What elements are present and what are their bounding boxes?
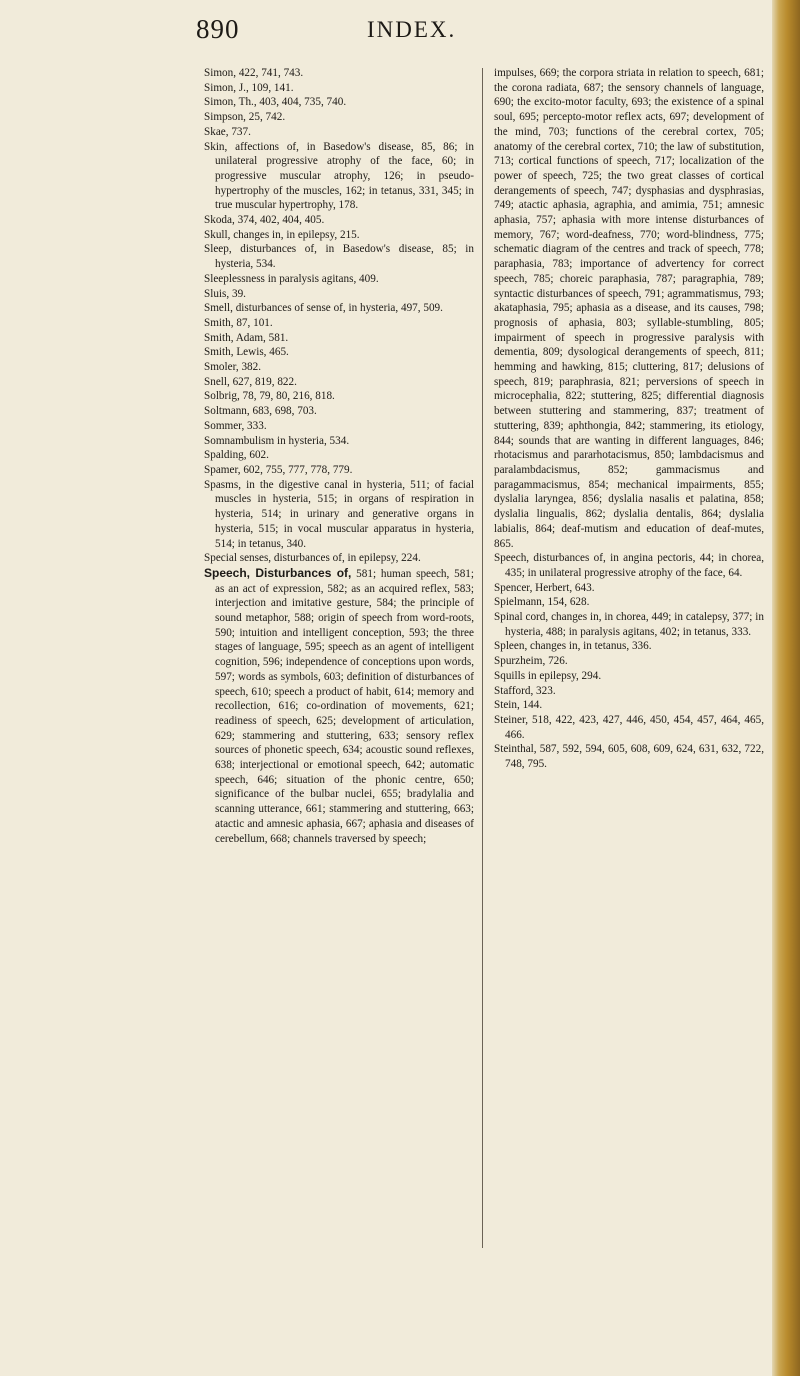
page-header: [0, 14, 772, 44]
index-entry: Smith, Adam, 581.: [204, 331, 289, 344]
index-entry: Skin, affections of, in Basedow's disease, 85, 86; in unilateral progressive atrophy of the face, 60; in progressive muscular atrophy, 126; in pseudo-hypertrophy of the muscles, 162; in tetanus, 331, 345; in true muscular hypertrophy, 178.: [204, 140, 474, 212]
index-entry-speech-disturbances: Speech, Disturbances of, 581; human speech, 581; as an act of expression, 582; as an acquired reflex, 583; interjection and imitative gesture, 584; the principle of sound metaphor, 588; origin of speech from word-roots, 590; intuition and intelligent conception, 593; the three stages of language, 595; speech as an agent of intelligent cognition, 596; independence of conceptions upon words, 597; words as symbols, 603; definition of disturbances of speech, 610; speech a product of habit, 614; memory and recollection, 616; co-ordination of movements, 621; readiness of speech, 625; development of articulation, 629; stammering and stuttering, 633; sensory reflex sources of phonetic speech, 634; acoustic sound reflexes, 638; interjectional or emotional speech, 642; automatic speech, 646; situation of the phonic centre, 650; significance of the bulbar nuclei, 655; bradylalia and scanning utterance, 661; stammering and stuttering, 663; atactic and amnesic aphasia, 667; aphasia and diseases of cerebellum, 668; channels traversed by speech;: [204, 565, 475, 845]
index-entry: Sommer, 333.: [204, 419, 267, 432]
index-entry: Special senses, disturbances of, in epilepsy, 224.: [204, 552, 421, 565]
index-column-left: [204, 66, 474, 846]
index-entry: Speech, disturbances of, in angina pectoris, 44; in chorea, 435; in unilateral progressive atrophy of the face, 64.: [494, 552, 764, 579]
index-entry: Simon, Th., 403, 404, 735, 740.: [204, 96, 347, 109]
index-entry: Spencer, Herbert, 643.: [494, 581, 595, 594]
running-head: INDEX.: [367, 17, 457, 42]
index-entry: Steinthal, 587, 592, 594, 605, 608, 609, 624, 631, 632, 722, 748, 795.: [494, 743, 764, 771]
index-entry: Spalding, 602.: [204, 449, 269, 462]
index-entry-continuation: impulses, 669; the corpora striata in relation to speech, 681; the corona radiata, 687; the sensory channels of language, 690; the excito-motor faculty, 693; the existence of a spinal soul, 695; percepto-motor reflex acts, 697; development of the mind, 703; functions of the cerebral cortex, 705; anatomy of the cerebral cortex, 710; the law of substitution, 713; cortical functions of speech, 717; localization of the power of speech, 725; the two great classes of cortical derangements of speech, 747; dysphasias and dysphrasias, 749; atactic aphasia, agraphia, and amimia, 751; amnesic aphasia, 757; aphasia with more intense disturbances of memory, 767; word-deafness, 770; word-blindness, 775; schematic diagram of the centres and track of speech, 778; paraphasia, 783; importance of advertency for correct speech, 785; choreic paraphasia, 787; paragraphia, 789; syntactic disturbances of speech, 791; agrammatismus, 793; akataphasia, 795; aphasia as a disease, and its causes, 798; prognosis of aphasia, 803; syllable-stumbling, 805; impairment of speech in progressive paralysis with dementia, 809; dysological derangements of speech, 811; hemming and hawking, 815; cluttering, 817; delusions of speech, 819; paraphrasia, 821; perversions of speech in microcephalia, 822; stuttering, 825; differential diagnosis between stuttering and stammering, 837; treatment of stuttering, 839; aphthongia, 842; stammering, its etiology, 844; sounds that are wanting in different languages, 846; rhotacismus and pararhotacismus, 850; lambdacismus and paralambdacismus, 852; gammacismus and paragammacismus, 854; mechanical impairments, 855; dyslalia laryngea, 856; dyslalia nasalis et palatina, 858; dyslalia lingualis, 862; dyslalia dentalis, 864; dyslalia labialis, 864; deaf-mutism and education of deaf-mutes, 865.: [494, 67, 764, 550]
index-entry: Sleep, disturbances of, in Basedow's disease, 85; in hysteria, 534.: [204, 243, 474, 271]
index-entry: Skae, 737.: [204, 125, 251, 138]
index-entry: Solbrig, 78, 79, 80, 216, 818.: [204, 390, 335, 403]
index-entry: Simpson, 25, 742.: [204, 111, 286, 124]
index-entry: Snell, 627, 819, 822.: [204, 375, 297, 388]
index-entry: Spleen, changes in, in tetanus, 336.: [494, 640, 652, 653]
index-entry: Soltmann, 683, 698, 703.: [204, 405, 317, 418]
index-entry: Spinal cord, changes in, in chorea, 449; in catalepsy, 377; in hysteria, 488; in paralysis agitans, 402; in tetanus, 333.: [494, 611, 764, 638]
index-entry: Smith, 87, 101.: [204, 316, 273, 329]
index-entry: Sleeplessness in paralysis agitans, 409.: [204, 272, 379, 285]
index-entry: Stafford, 323.: [494, 684, 556, 697]
index-entry: Smell, disturbances of sense of, in hysteria, 497, 509.: [204, 302, 443, 315]
index-column-right: [494, 66, 764, 772]
column-divider: [482, 68, 483, 1248]
index-entry: Smith, Lewis, 465.: [204, 346, 289, 359]
index-entry: Stein, 144.: [494, 699, 543, 712]
index-entry: Skull, changes in, in epilepsy, 215.: [204, 228, 360, 241]
index-entry: Smoler, 382.: [204, 361, 262, 374]
index-entry: Spamer, 602, 755, 777, 778, 779.: [204, 463, 353, 476]
index-entry: Spurzheim, 726.: [494, 655, 568, 668]
index-heading-bold: Speech, Disturbances of,: [204, 565, 352, 580]
index-entry: Steiner, 518, 422, 423, 427, 446, 450, 454, 457, 464, 465, 466.: [494, 713, 764, 741]
page-edge-binding: [772, 0, 800, 1376]
index-entry: Simon, J., 109, 141.: [204, 81, 294, 94]
index-entry: Skoda, 374, 402, 404, 405.: [204, 214, 325, 227]
index-entry: Somnambulism in hysteria, 534.: [204, 434, 350, 447]
index-entry: Squills in epilepsy, 294.: [494, 669, 602, 682]
index-entry: Sluis, 39.: [204, 287, 246, 300]
index-entry: Spasms, in the digestive canal in hysteria, 511; of facial muscles in hysteria, 515; in organs of respiration in hysteria, 514; in urinary and generative organs in hysteria, 515; in vocal muscular apparatus in hysteria, 514; in tetanus, 340.: [204, 478, 474, 550]
page-number: 890: [196, 14, 240, 44]
index-entry: Spielmann, 154, 628.: [494, 596, 590, 609]
index-entry: Simon, 422, 741, 743.: [204, 67, 304, 79]
